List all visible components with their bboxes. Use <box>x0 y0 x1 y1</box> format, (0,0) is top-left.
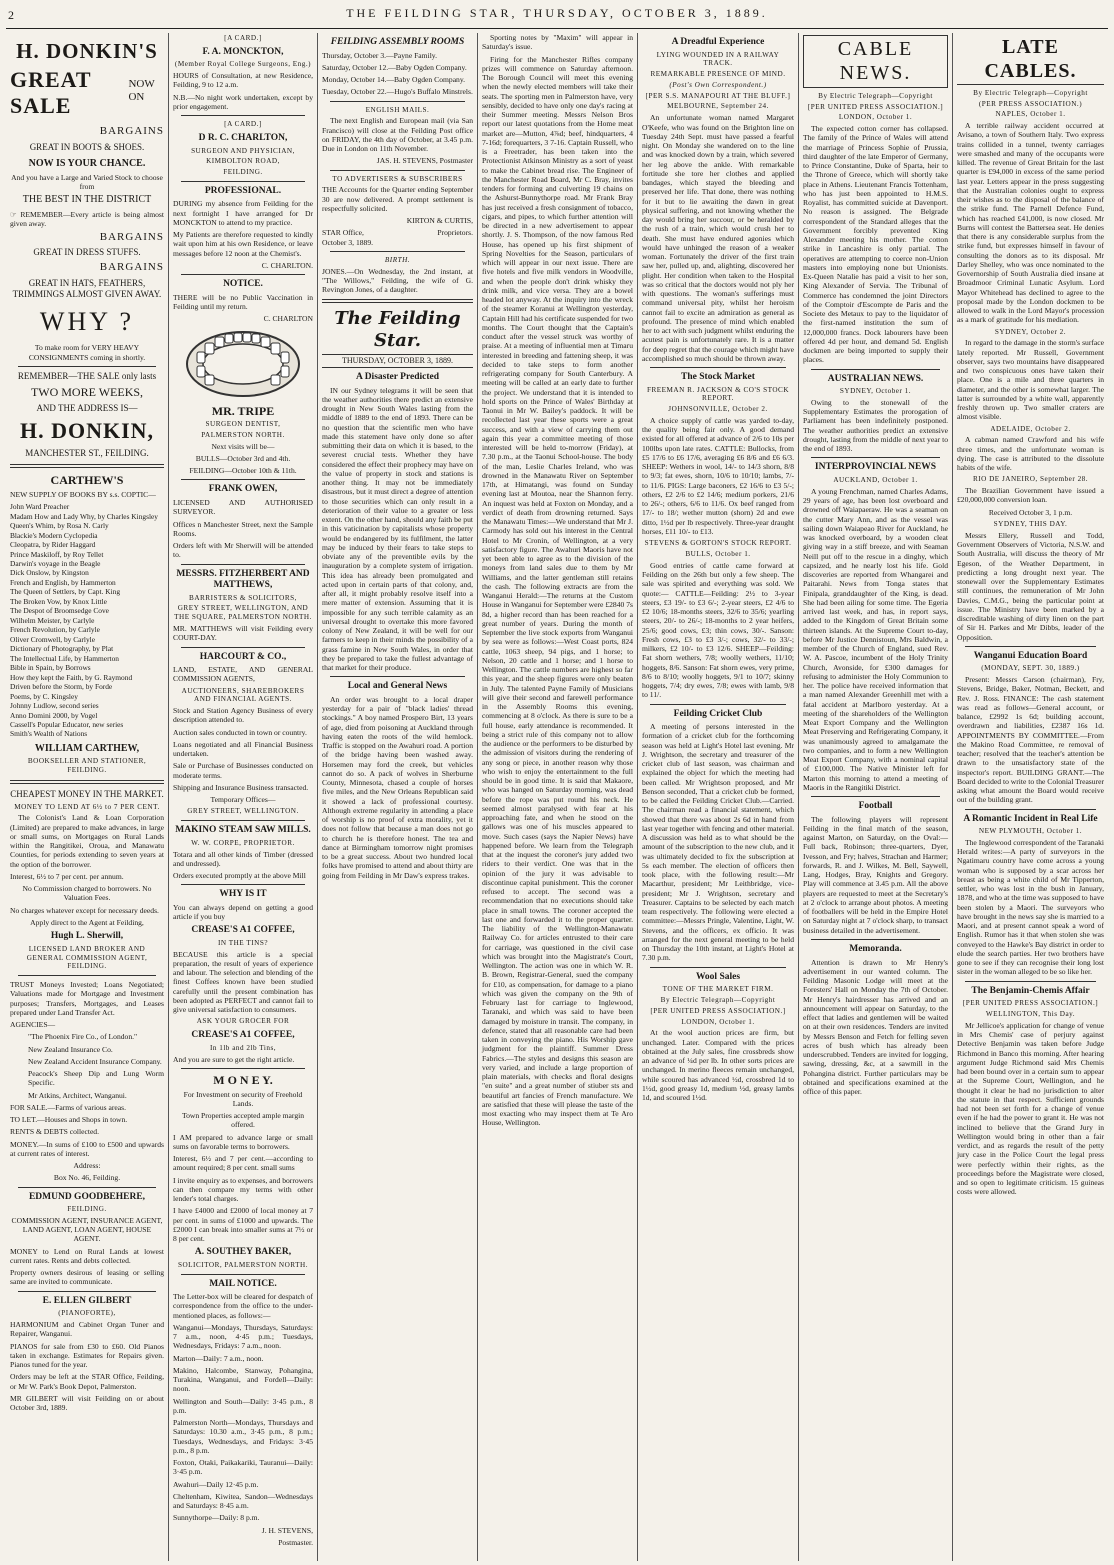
kirton-curtis: KIRTON & CURTIS, <box>406 216 473 226</box>
to-advertisers: TO ADVERTISERS & SUBSCRIBERS <box>332 174 463 183</box>
page-number: 2 <box>8 8 14 22</box>
proprietors: Proprietors. <box>437 228 473 238</box>
for-sale: FOR SALE.—Farms of various areas. <box>10 1102 127 1112</box>
money-heading: M O N E Y. <box>213 1072 273 1087</box>
book-list <box>10 502 164 739</box>
rents-debts: RENTS & DEBTS collected. <box>10 1127 100 1137</box>
sherwill-name: Hugh L. Sherwill, <box>50 931 124 942</box>
naples-date: NAPLES, October 1. <box>995 110 1066 119</box>
birth-heading: BIRTH. <box>384 255 411 264</box>
assembly-item: Saturday, October 12.—Baby Ogden Company. <box>322 62 467 72</box>
money-interest: Interest, 6½ and 7 per cent.—according to amount required; 8 per cent. small sums <box>173 1154 313 1173</box>
book-item: Wilhelm Meister, by Carlyle <box>10 615 95 625</box>
agency-item: New Zealand Accident Insurance Company. <box>28 1056 162 1066</box>
book-item: Poems, by C. Kingsley <box>10 691 78 701</box>
interest-rate: Interest, 6½ to 7 per cent. per annum. <box>10 871 124 881</box>
column-3 <box>318 33 478 1561</box>
book-item: The Intellectual Life, by Hammerton <box>10 653 119 663</box>
divider <box>650 967 786 968</box>
vaccination-notice: THERE will be no Public Vaccination in Feilding until my return. <box>173 292 313 311</box>
visit-feilding: FEILDING—October 10th & 11th. <box>189 466 297 476</box>
book-item: Queen's Whim, by Rosa N. Carly <box>10 521 109 531</box>
divider <box>811 796 940 797</box>
australian-body: Owing to the stonewall of the Supplementary Estimates the prorogation of Parliament has been indefinitely postponed. The weather authorities predict an extensive drought, lasting from the middle of next year to the end of 1893. <box>803 397 948 454</box>
shipping-insurance: Shipping and Insurance Business transacted. <box>173 782 309 792</box>
book-item: Dictionary of Photography, by Plat <box>10 644 114 654</box>
pianos-ad: PIANOS for sale from £30 to £60. Old Pianos taken in exchange. Estimates for Repairs given. Pianos tuned for the year. <box>10 1341 164 1370</box>
column-5 <box>638 33 799 1561</box>
dreadful-article: An unfortunate woman named Margaret O'Keefe, who was found on the Brighton line on Tuesday 24th Sept. must have passed a fearful night. On Monday she wandered on to the line and was knocked down by a train, which severed her leg above the ankle. With remarkable fortitude she tore her clothes and applied bandages, which stayed the bleeding and preserved her life. That done, there was nothing for it but to lie awaiting the dawn in great physical suffering, and not knowing whether the day would bring her succour, or be heralded by the rush of a train, which would crush her to death. She must have endured agonies which would have unhinged the reason of a weaker woman. Fortunately the driver of the first train saw her, pulled up, and, alighting, discovered her plight. Her condition when taken to the Hospital was so critical that the doctors would not ply her with questions. The woman's sufferings must command universal pity, whilst her heroism cannot fail to excite an admiration as general as profound. The presence of mind which enabled her to act with such judgment whilst enduring the acutest pain is unfortunately rare. It is a matter for deep regret that the courage which might have accomplished so much should be thrown away. <box>642 113 794 363</box>
upa-credit: [PER UNITED PRESS ASSOCIATION.] <box>807 102 944 111</box>
new-supply: NEW SUPPLY OF BOOKS BY s.s. COPTIC— <box>10 489 156 499</box>
book-item: Driven before the Storm, by Forde <box>10 682 113 692</box>
stevens-report: STEVENS & GORTON'S STOCK REPORT. <box>644 539 792 548</box>
interprovincial-body: A young Frenchman, named Charles Adams, 29 years of age, has been lost overboard and drowned off Waiapaeraw. He was a seaman on the cutter Mary Ann, and as the vessel was sailing down Waiapeao River for Auckland, he was knocked overboard, by a wooden cleat giving way in a stiff breeze, and with Seaman Neill put off to the rescue in a dinghy, which capsized, and he nearly lost his life. Gold discoveries are reported from Whangarei and Paitarahi. News from Tonga states that Finipala, granddaughter of the King, is dead. She had been ailing for some time. The Egeria arrived last week, and has, in report says, added to the Kingdom of Great Britain some thirteen islands. At the Supreme Court to-day, before Mr Justice Dennistoun, Mrs Baldwin, a member of the Church of England, sued Rev. W. A. Pascoe, incumbent of the Holy Trinity Church, Avonside, for £300 damages for refusing to administer the Holy Communion to her. The police have received information that a man named Alexander Greenhill met with a fatal accident at Marlboro yesterday. At a meeting of the shareholders of the Wellington Meat Export Company and the Wellington Meat Preserving and Refrigerating Company, it was unanimously agreed to amalgamate the two companies, and to form a new Wellington Meat Export Company, with a nominal capital of £100,000. The Native Minister left for Marton this morning to attend a meeting of Maoris in the Rangitiki District. <box>803 486 948 792</box>
fitzherbert-name: MESSRS. FITZHERBERT AND MATTHEWS, <box>176 568 310 591</box>
cable-news-heading: CABLE NEWS. <box>803 35 948 88</box>
makino-mills: MAKINO STEAM SAW MILLS. <box>175 825 311 836</box>
matthews-visit: MR. MATTHEWS will visit Feilding every COURT-DAY. <box>173 624 313 643</box>
divider <box>330 101 465 102</box>
late-cables-heading: LATE CABLES. <box>957 35 1104 85</box>
divider <box>181 115 305 116</box>
paper-title: The Feilding Star. <box>334 308 461 352</box>
book-item: French and English, by Hammerton <box>10 577 116 587</box>
letter-box: The Letter-box will be cleared for despatch of correspondence from the office to the under-mentioned places, as follows:— <box>173 1292 313 1320</box>
divider <box>181 820 305 821</box>
sydney-body: In regard to the damage in the storm's surface lately reported. Mr Russell, Government observer, says two mountains have disappeared and two conspicuous ones have taken their place. One is a mile and three quarters in diameter, and the other is somewhat larger. The latter is surrounded by a white wall, apparently freshly thrown up. Two smaller craters are almost visible. <box>957 338 1104 422</box>
freeman-body: A choice supply of cattle was yarded to-day, the quality being fair only. A good demand existed for all offered at advance of 2/6 to 10s per 100lbs upon late rates. CATTLE: Bullocks, from £5 17/6 to £6 17/6, averaging £6 8/6 and £6 6/3. SHEEP: Wethers in wool, 14/- to 14/3 shorn, 8/8 to 9/3; fat ewes, shorn, 10/6 to 10/10; lambs, 7/- to 11/6. PIGS: Large baconers, £2 16/6 to £3 5/-; others, £2 2/6 to £2 14/6; medium porkers, 21/6 to 26/-; others, 6/6 to 11/6. Ox beef ranged from 17/- to 18/; wether mutton (shorn) 2d and ewe ditto, 1½d per lb respectively. Three-year draught horses, £11 10/- to £13. <box>642 415 794 536</box>
romantic-body: The Inglewood correspondent of the Taranaki Herald writes:—A party of surveyors in the Ngatimaru country have come across a young woman who is supposed by a scar across her breast as being a white child of Mr Tipperton, settler, who was lost in the bush in January, 1878, and who at the time was supposed to have been stolen by a Maori. The surveyors who have brought in the news say she is married to a Maori, and at present cannot speak a word of English. Rumor has it that when stolen she was conveyed to the Hawke's Bay district in order to elude the search parties. Her two brothers have gone to see if they can recognise their long lost sister in the woman alleged to be so like her. <box>957 837 1104 977</box>
orders-executed: Orders executed promptly at the above Mill <box>173 871 306 881</box>
book-item: How they kept the Faith, by G. Raymond <box>10 672 133 682</box>
charlton-name: D R. C. CHARLTON, <box>198 132 288 143</box>
divider <box>811 939 940 940</box>
assembly-item: Monday, October 14.—Baby Ogden Company. <box>322 75 466 85</box>
hours-consultation: HOURS of Consultation, at new Residence, Feilding, 9 to 12 a.m. <box>173 71 313 90</box>
mail-makino: Makino, Halcombe, Stanway, Pohangina, Turakina, Wanganui, and Fordell—Daily: noon. <box>173 1365 313 1394</box>
book-item: Cleopatra, by Rider Haggard <box>10 540 96 550</box>
goodbehere-roles: COMMISSION AGENT, INSURANCE AGENT, LAND AGENT, LOAN AGENT, HOUSE AGENT. <box>11 1215 163 1244</box>
divider <box>181 479 305 480</box>
goodbehere-name: EDMUND GOODBEHERE, <box>28 1191 146 1202</box>
lying-wounded: LYING WOUNDED IN A RAILWAY TRACK. <box>656 50 780 68</box>
book-item: Madam How and Lady Why, by Charles Kingsley <box>10 511 158 521</box>
money-sums: MONEY.—In sums of £100 to £500 and upwards at current rates of interest. <box>10 1139 164 1158</box>
johnsonville-date: JOHNSONVILLE, October 2. <box>668 405 768 414</box>
wanganui-date: (MONDAY, SEPT. 30, 1889.) <box>981 664 1080 673</box>
great-dress: GREAT IN DRESS STUFFS. <box>33 247 141 258</box>
divider <box>10 464 164 468</box>
goodbehere-town: FEILDING. <box>67 1205 107 1214</box>
address-is: AND THE ADDRESS IS— <box>36 402 138 413</box>
donkin-name: H. DONKIN, <box>19 417 155 443</box>
night-work-note: N.B.—No night work undertaken, except by prior engagement. <box>173 92 313 111</box>
memoranda-body: Attention is drawn to Mr Henry's advertisement in our wanted column. The Feilding Masonic Lodge will meet at the Foresters' Hall on Monday the 7th of October. Mr Henry's hairdresser has arrived and an announcement will appear on Saturday, to the effect that ladies and gentlemen will be waited on at their own residences. Tenders are invited by Messrs Benson and Fetch for felling seven acres of bush which has already been underscrubbed. Tenders are invited for logging, sawing, dressing, &c, at a sawmill in the Pohangina district. Further particulars may be obtained and specifications examined at the office of this paper. <box>803 957 948 1096</box>
divider <box>18 1291 156 1292</box>
benjamin-credit: [PER UNITED PRESS ASSOCIATION.] <box>962 999 1099 1008</box>
now-chance: NOW IS YOUR CHANCE. <box>28 157 146 169</box>
benjamin-heading: The Benjamin-Chemis Affair <box>971 985 1090 996</box>
two-weeks: TWO MORE WEEKS, <box>30 384 144 399</box>
london-date: LONDON, October 1. <box>681 1017 755 1026</box>
carthew-title: CARTHEW'S <box>50 473 124 488</box>
goodbehere-money: MONEY to Lend on Rural Lands at lowest current rates. Rents and debts collected. <box>10 1246 164 1265</box>
upa-credit: [PER UNITED PRESS ASSOCIATION.] <box>650 1006 786 1015</box>
agency-item: Peacock's Sheep Dip and Lung Worm Specific. <box>28 1069 164 1088</box>
ask-grocer: ASK YOUR GROCER FOR <box>196 1017 290 1026</box>
sydney-date: SYDNEY, October 2. <box>994 327 1067 336</box>
money-invite: I invite enquiry as to expenses, and borrowers can then compare my terms with other lender's total charges. <box>173 1175 313 1203</box>
divider <box>181 1274 305 1275</box>
bargains-3: BARGAINS <box>99 261 164 274</box>
interprovincial-heading: INTERPROVINCIAL NEWS <box>814 462 937 473</box>
pa-credit: (PER PRESS ASSOCIATION.) <box>978 99 1083 108</box>
harmonium-ad: HARMONIUM and Cabinet Organ Tuner and Repairer, Wanganui. <box>10 1320 164 1339</box>
right-article: And you are sure to get the right article. <box>173 1054 295 1064</box>
gilbert-title: (PIANOFORTE), <box>58 1309 116 1318</box>
cricket-heading: Feilding Cricket Club <box>673 708 763 719</box>
bulls-date: BULLS, October 1. <box>685 549 751 558</box>
crease-coffee: CREASE'S A1 COFFEE, <box>191 925 295 936</box>
remarkable: REMARKABLE PRESENCE OF MIND. <box>650 70 786 79</box>
mail-notice: MAIL NOTICE. <box>209 1278 277 1289</box>
great-boots: GREAT IN BOOTS & SHOES. <box>29 141 145 152</box>
owen-title: LICENSED AND AUTHORISED SURVEYOR. <box>173 498 313 517</box>
money-town: Town Properties accepted ample margin offered. <box>181 1111 305 1130</box>
harcourt-title-2: AUCTIONEERS, SHAREBROKERS AND FINANCIAL AGENTS. <box>181 686 305 704</box>
divider <box>650 704 786 705</box>
cricket-body: A meeting of persons interested in the formation of a cricket club for the forthcoming season was held at Light's Hotel last evening. Mr J. Wrightson, the secretary and treasurer of the cricket club of last season, was chairman and explained the object for which the meeting had been called. Mr Wrightson proposed, and Mr Benson seconded, That a cricket club be formed, to be called the Feilding Cricket Club.—Carried. The chairman read a financial statement, which showed that there was about 2s 6d in hand from last year together with fencing and other material. A discussion was held as to what should be the amount of the subscription to the new club, and it was ultimately decided to fix the subscription at 5s each member. The election of officers then took place, with the following result:—Mr Macarthur, president; Mr Leithbridge, vice-president; Mr J. Wrightson, secretary and Treasurer. Captains to be selected by each match team respectively. The following were elected a committee:—Messrs Pringle, Valentine, Light, W. Stevens, and the officers, ex officio. It was arranged for the next general meeting to be held on Thursday the 10th instant, at Light's Hotel at 7.30 p.m. <box>642 722 794 963</box>
denture-illustration <box>183 328 303 400</box>
divider <box>181 181 305 182</box>
news-items: Firing for the Manchester Rifles company prizes will commence on Saturday afternoon. The Borough Council will meet this evening when the newly elected members will take their seats. The sporting men in Palmerston have, very sensibly, decided to have only one day's racing at their Summer meeting. Messrs Nelson Bros report our latest quotations from the Home meat market are—Mutton, 4⅞d; beef, hindquarters, 4 7-16d; forequarters, 3 7-16. Captain Russell, who is a Freetrader, has been taken into the Protectionist Atkinson Ministry as a sort of yeast to make the Cabinet bread rise. The Engineer of the Manchester Road Board, Mr C. Bray, invites tenders for forming and culverting 19 chains on the Ashurst-Bunnythorpe road. Mr Frank Bray has just received a fresh consignment of tobacco, cigars, and pipes, to which further attention will be directed in a new advertisement to appear shortly. J. S. Thompson, of the now famous Red House, has opened up his first shipment of Spring Novelties for the Season, particulars of which will appear in our next issue. There are five hotels and five milk vendors in Woodville, and when the people don't drink whisky they drink milk, and vice versa. They are a bowel headed lot anyway. At the inquiry into the wreck of the steamer Koranui at Wellington yesterday, Captain Hill had his certificate suspended for two months. The Court thought that the Captain's conduct after the vessel struck was worthy of praise. At a meeting of influential men at Timaru interested in breeding and fattening sheep, it was decided to take steps to form another refrigerating company for South Canterbury. A meeting will be called at an early date to further the project. We understand that it is intended to hold sports on the Prince of Wales' Birthday at Taonui in Mr W. Bailey's paddock. It will be recollected last year these sports were a great success, and with a view of carrying them out again this year a committee meeting of those interested will be held to-morrow (Friday), at 7.30 p.m., at the Taonui School-house. The body of the man, Leslie Charles Ireland, who was drowned in the Manawatu River on September 17th, at Himatangi, was found on Sunday evening last at Moutoa, near the Shannon ferry. An inquest was held at Foxton on Monday, and a verdict of death from drowning returned. Says the Manawatu Times:—We understand that Mr J. Carmody has sold out his interest in the Central Hotel to Mr Cronin, of Wellington, at a very satisfactory figure. The Awahuri Maoris have not yet been able to agree as to the division of the moneys from land sales due to them by Mr Williams, and the latter gentleman still retains the cash. The following extracts are from the Wanganui Herald:—The returns at the Custom House in Wanganui for September were £2840 7s 8d, a higher record than has been reached for a great number of years. During the month of September the live stock exports from Wanganui by sea were as follows:—West Coast ports, 824 cattle, 1063 sheep, 94 pigs, and 1 horse; to Nelson, 20 cattle and 1 horse; and 1 horse to Wellington. The cattle numbers are highest so far this year, and the sheep figures were only beaten in July. The talented Payne Family of Musicians will give their second and farewell performance in the Assembly Rooms this evening, commencing at 8 o'clock. As there is sure to be a full house, early attendance is recommended. It being a strict rule of this company not to allow the audience or the performers to be disturbed by the admission of visitors during the rendering of any song or piece, in another reason why those who wish to enjoy the entertainment to the full should be in good time. It is said that Makaore, who was hanged on Saturday morning, was dead before the rope was put round his neck. He seemed almost paralysed with fear at his approaching fate, and when he stood on the gallows was one of his muscles appeared to move. Such cases (says the Napier News) have happened before. We learn from the Telegraph that at the inquest the coroner's jury added two riders to their verdict. One was that in the opinion of the jury it was advisable to discontinue capital punishment. This the coroner refused to accept. The second was a recommendation that no executions should take place in small towns. The coroner accepted the last one and forwarded it to the proper quarter. The liability of the Wellington-Manawatu Railway Co. for articles entrusted to their care for carriage, was questioned in the civil case which was brought into the Magistrate's Court, Wellington. The action was one in which W. R. B. Brown, Registrar-General, sued the company for £10, as compensation, for damage to a piano which was given the company on the 9th of February last for carriage to Inglewood, Taranaki, and which was said to have been damaged by moisture in transit. The company, in defence, stated that all reasonable care had been taken in conveying the piano. His Worship gave judgment for the plaintiff. Summer Dress Fabrics.—The styles and designs this season are very varied, and include a large proportion of plain materials, with checks and floral designs "en suite" and a great number of stiuber sts and beautiful art fancies of French manufacture. We are satisfied that these will please the taste of the most exacting who may inspect them at Te Aro House, Wellington. <box>482 54 633 1128</box>
australian-heading: AUSTRALIAN NEWS. <box>827 373 924 384</box>
because-body: BECAUSE this article is a special preparation, the result of years of experience and labour. The selection and blending of the finest Coffees known have been studied carefully until the present combination has been adopted as PERFECT and cannot fail to give universal satisfaction to consumers. <box>173 949 313 1015</box>
divider <box>18 366 156 367</box>
mail-awahuri: Awahuri—Daily 12·45 p.m. <box>173 1479 259 1489</box>
remember-note: ☞ REMEMBER—Every article is being almost given away. <box>10 209 164 228</box>
football-heading: Football <box>858 801 893 812</box>
money-prepared: I AM prepared to advance large or small sums on favorable terms to borrowers. <box>173 1132 313 1151</box>
divider <box>181 884 305 885</box>
mail-wanganui: Wanganui—Mondays, Thursdays, Saturdays: 7 a.m., noon, 4·45 p.m.; Tuesdays, Wednesdays, Fridays: 7 a.m., noon. <box>173 1322 313 1351</box>
owen-orders: Orders left with Mr Sherwill will be attended to. <box>173 541 313 560</box>
wool-body: At the wool auction prices are firm, but unchanged. Later. Compared with the prices obtained at the July sales, fine crossbreds show an advance of ¼d per lb. In other sorts prices are unchanged. In merino fleeces remain unchanged, while scoured has advanced ½d, crossbred 1d to 1½d, good greasy 1d, medium ½d, greasy lambs 1d, and scoured 1½d. <box>642 1028 794 1103</box>
divider <box>181 274 305 275</box>
trust-moneys: TRUST Moneys Invested; Loans Negotiated; Valuations made for Mortgage and Investment purposes; Transfers, Mortgages, and Leases prepared under Land Transfer Act. <box>10 980 164 1017</box>
wanganui-heading: Wanganui Education Board <box>973 650 1088 661</box>
southey-title: SOLICITOR, PALMERSTON NORTH. <box>177 1260 309 1269</box>
book-item: Anno Domini 2000, by Vogel <box>10 710 98 720</box>
money-to-lend: MONEY TO LEND AT 6½ to 7 PER CENT. <box>14 802 160 811</box>
divider <box>811 369 940 370</box>
professional-heading: PROFESSIONAL. <box>204 185 282 196</box>
carthew-name: WILLIAM CARTHEW, <box>34 742 140 754</box>
absence-notice: DURING my absence from Feilding for the next fortnight I have arranged for Dr MONCKTON to attend to my practice. <box>173 199 313 227</box>
wool-heading: Wool Sales <box>695 971 741 982</box>
posts-correspondent: (Post's Own Correspondent.) <box>669 80 767 89</box>
charlton-title: SURGEON AND PHYSICIAN, <box>191 146 295 155</box>
rio-body: The Brazilian Government have issued a £20,000,000 conversion loan. <box>957 486 1104 505</box>
mail-wellington: Wellington and South—Daily: 3·45 p.m., 8 p.m. <box>173 1396 313 1415</box>
tripe-town: PALMERSTON NORTH. <box>201 430 285 439</box>
cable-body: The expected cotton corner has collapsed. The family of the Prince of Wales will attend the marriage of Princess Sophie of Prussia, third daughter of the late Emperor of Germany, to Prince Constantine, Duke of Sparta, heir to the Throne of Greece, which will shortly take place in Athens. Lieutenant Francis Tottenham, who has just been appointed to H.M.S. Royalist, has committed suicide at Davenport. No reason is assigned. The Belgrade correspondent of the Standard alleges that the Government forcibly prevented King Alexander meeting his mother. The cotton strike in Lancashire is only partial. The operatives are attempting to coerce non-Union masters into employing none but Unionists. Ex-Queen Natalie has paid a visit to her son, King Alexander of Servia. The Tribunal of Commerce has condemned the joint Directors of the Comptoir d'Escompte de Paris and the Societe des Metaux to pay to the liquidator of the first-named institution the sum of 12,000,000 francs. Dock labourers have been offered 4d per hour, and demand 5d. English dockmen are being imported to supply their places. <box>803 124 948 365</box>
paper-date: THURSDAY, OCTOBER 3, 1889. <box>322 354 473 368</box>
charlton-signature-2: C. CHARLTON <box>263 314 313 324</box>
column-1 <box>6 33 169 1561</box>
stock-agency: Stock and Station Agency Business of every description attended to. <box>173 706 313 725</box>
divider <box>965 646 1096 647</box>
tripe-title: SURGEON DENTIST, <box>205 420 281 429</box>
book-item: John Ward Preacher <box>10 502 70 512</box>
apply-agent: Apply direct to the Agent at Feilding, <box>30 917 144 927</box>
donkin-title: H. DONKIN'S <box>16 39 158 63</box>
star-office: STAR Office, <box>322 228 364 238</box>
charlton-signature: C. CHARLTON. <box>261 260 313 270</box>
agencies-label: AGENCIES— <box>10 1020 56 1030</box>
benjamin-date: WELLINGTON, This Day. <box>985 1010 1076 1019</box>
orders-note: Orders may be left at the STAR Office, Feilding, or Mr W. Park's Book Depot, Palmerston. <box>10 1372 164 1391</box>
sale-purchase: Sale or Purchase of Businesses conducted on moderate terms. <box>173 761 313 780</box>
cheapest-money: CHEAPEST MONEY IN THE MARKET. <box>10 788 164 799</box>
corpe-proprietor: W. W. CORPE, PROPRIETOR. <box>191 838 295 847</box>
book-item: The Queen of Settlers, by Capt. King <box>10 587 121 597</box>
freeman-report: FREEMAN R. JACKSON & CO'S STOCK REPORT. <box>646 385 790 403</box>
benjamin-body: Mr Jellicoe's application for change of venue in Mrs Chemis' case of perjury against Detective Benjamin was taken before Judge Richmond in Banco this morning. After hearing argument Judge Richmond said Mrs Chemis had been bound over in a certain sum to appear at the Supreme Court, Wellington, and he thought it clear he had no jurisdiction to alter the statute in that respect. Sufficient grounds had not been set forth for a change of venue even if he had the power to grant it. He was not inclined to believe that the Grand Jury in Wellington would bring in other than a fair verdict, and as regards the result of the petty jury case in the Police Court the legal press were perfectly within their rights, as the proceedings before the Magistrate were closed, and so open to legitimate criticism. 15 guineas costs were allowed. <box>957 1020 1104 1197</box>
received-note: Received October 3, 1 p.m. <box>988 507 1073 517</box>
column-2 <box>169 33 318 1561</box>
next-visits: Next visits will be— <box>211 441 275 451</box>
totara-timber: Totara and all other kinds of Timber (dressed and undressed). <box>173 849 313 868</box>
masthead <box>6 6 1108 29</box>
owen-name: FRANK OWEN, <box>208 484 278 495</box>
heavy-consignments: To make room for VERY HEAVY CONSIGNMENTS coming in shortly. <box>28 343 146 362</box>
tone-market: TONE OF THE MARKET FIRM. <box>662 985 774 994</box>
telegraph-credit: By Electric Telegraph—Copyright <box>973 88 1088 97</box>
varied-stock: And you have a Large and Varied Stock to choose from <box>11 172 163 192</box>
column-4 <box>478 33 638 1561</box>
divider <box>181 647 305 648</box>
divider <box>10 780 164 784</box>
great-hats: GREAT IN HATS, FEATHERS, TRIMMINGS ALMOST GIVEN AWAY. <box>12 277 162 299</box>
sale-lasts: REMEMBER—THE SALE only lasts <box>17 370 157 381</box>
accounts-date: October 3, 1889. <box>322 237 374 247</box>
crease-tins: IN THE TINS? <box>217 938 269 947</box>
goodbehere-property: Property owners desirous of leasing or selling same are invited to communicate. <box>10 1268 164 1287</box>
divider <box>330 170 465 171</box>
disaster-article: IN our Sydney telegrams it will be seen that the weather authorities there predict an extensive drought in New South Wales lasting from the middle of 1889 to the end of 1893. There can be no question that the scientific men who have made this statement have only done so after submitting their data on which it is based, to the severest crucial tests. Whether they have considered the effect their prophecy may have on the value of property in stock and stations is another thing. It may not be immediately disastrous, but it must direct a degree of attention to those securities which can only result in a deterioration of their value to a greater or less extent. On the other hand, should any faith be put in this vaticination by capitalists whose property would be endangered by its fulfilment, the latter may be induced by their fears to take steps to obviate any of the preventible evils by the inauguration by a complete system of irrigation. This idea has already been promulgated and acted upon in certain parts of that colony, and, after all, it might probably resolve itself into a mere matter of extension. Assuming that it is impossible for any such terrible calamity as an universal drought to overtake this more favored colony of New Zealand, it will be well for our farmers to keep in their minds the possibility of a grass famine in New South Wales, in order that they be prepared to take the fullest advantage of that market for their produce. <box>322 385 473 673</box>
sherwill-title: LICENSED LAND BROKER AND GENERAL COMMISSION AGENT, FEILDING. <box>26 944 148 971</box>
southey-name: A. SOUTHEY BAKER, <box>194 1247 292 1258</box>
star-office-row <box>322 228 473 237</box>
rio-date: RIO DE JANEIRO, September 28. <box>972 475 1089 484</box>
harcourt-name: HARCOURT & CO., <box>199 651 287 662</box>
accounts-notice: THE Accounts for the Quarter ending September 30 are now delivered. A prompt settlement is respectfully solicited. <box>322 185 473 213</box>
mail-foxton: Foxton, Otaki, Paikakariki, Tauranui—Daily: 3·45 p.m. <box>173 1458 313 1477</box>
late-cables-body: A terrible railway accident occurred at Avisano, a town of Southern Italy. Two express trains collided in a tunnel, twenty carriages were smashed and many of the occupants were killed. The revenue of Great Britain for the last quarter is £94,000 in excess of the same period last year. Letters appear in the press suggesting that the Australian colonies ought to express their wishes as to the disposal of the balance of the strike fund. The Parnell Defence Fund, which has reached £41,000, is now closed. Mr Burns will contest the Battersea seat. He denies that there is any considerable surplus from the strike fund, but expresses himself in favour of consulting the donors as to its disposal. Mr Darley Shelley, who was once nominated to the Governorship of South Australia died insane at Broadmoor Criminal Lunatic Asylum. Lord Mayor Whitehead has declined to agree to the proposal made by the London dockmen to be allowed to walk in the Lord Mayor's procession as a mark of gratitude for his mediation. <box>957 121 1104 325</box>
assembly-rooms: FEILDING ASSEMBLY ROOMS <box>330 37 465 47</box>
memoranda-heading: Memoranda. <box>849 943 902 954</box>
assembly-item: Thursday, October 3.—Payne Family. <box>322 50 438 60</box>
melbourne-date: MELBOURNE, September 24. <box>667 102 769 111</box>
wanganui-body: Present: Messrs Carson (chairman), Fry, Stevens, Bridge, Baker, Notman, Beckett, and Rev. J. Ross. FINANCE: The cash statement was read as follows—General account, or balance, £2992 1s 6d; building account, overdrawn and liabilities, £2387 16s 1d. APPOINTMENTS BY COMMITTEE.—From the Makino Road Committee, re removal of teacher; resolved that the teacher's attention be drawn to the unsatisfactory state of the inspector's report. BUILDING GRANT.—The Board decided to write to the Colonial Treasurer asking what amount the Board would receive out of the building grant. <box>957 675 1104 805</box>
adelaide-date: ADELAIDE, October 2. <box>990 424 1071 433</box>
charlton-town: FEILDING. <box>223 168 263 177</box>
gilbert-visit: MR GILBERT will visit Feilding on or about October 3rd, 1889. <box>10 1393 164 1413</box>
crease-tins-2: In 1lb and 2lb Tins, <box>209 1043 277 1052</box>
book-item: Prince Maskiloff, by Roy Tellet <box>10 549 104 559</box>
donkin-address: MANCHESTER ST., FEILDING. <box>25 448 149 459</box>
crease-coffee-2: CREASE'S A1 COFFEE, <box>191 1030 295 1041</box>
fitzherbert-address: GREY STREET, WELLINGTON, AND THE SQUARE, PALMERSTON NORTH. <box>174 604 312 622</box>
best-district: THE BEST IN THE DISTRICT <box>22 194 152 206</box>
auction-sales: Auction sales conducted in town or country. <box>173 727 307 737</box>
harcourt-title: LAND, ESTATE, AND GENERAL COMMISSION AGENTS, <box>173 665 313 684</box>
new-plymouth-date: NEW PLYMOUTH, October 1. <box>978 827 1083 836</box>
divider <box>811 457 940 458</box>
loans-negotiated: Loans negotiated and all Financial Business undertaken. <box>173 739 313 759</box>
monckton-name: F. A. MONCKTON, <box>202 46 284 57</box>
football-body: The following players will represent Feilding in the final match of the season, against Marton, on Saturday, on the Oval:—Full back, Robinson; three-quarters, Dyer, Ivesson, and Fry; halves, Strachan and Harmer; forwards, R. and J. Wilkes, M. Bell, Saywell, Lang, Hodges, Bray, Knights and Gregory. Play will commence at 3.45 p.m. All the above players are requested to meet at the Secretary's at 2 o'clock to arrange about photos. A meeting of footballers will be held in the Empire Hotel on Saturday night at 7 o'clock sharp, to transact business detailed in the advertisement. <box>803 814 948 935</box>
temp-offices: Temporary Offices— <box>210 795 276 805</box>
charlton-road: KIMBOLTON ROAD, <box>206 157 280 166</box>
divider <box>322 299 473 303</box>
why-is-it: WHY IS IT <box>219 889 267 900</box>
sporting-notes: Sporting notes by "Maxim" will appear in Saturday's issue. <box>482 33 633 52</box>
divider <box>181 564 305 565</box>
to-let: TO LET.—Houses and Shops in town. <box>10 1115 128 1125</box>
address-label: Address: <box>73 1161 101 1171</box>
colonists-ad: The Colonist's Land & Loan Corporation (Limited) are prepared to make advances, in large or small sums, on Mortgages on Rural Lands within the Rangitikei, Oroua, and Manawatu Counties, for periods extending to seven years at the option of the borrower. <box>10 813 164 869</box>
this-day-date: SYDNEY, THIS DAY. <box>993 519 1068 528</box>
book-item: Johnny Ludlow, second series <box>10 701 99 711</box>
why-body: You can always depend on getting a good article if you buy <box>173 902 313 922</box>
now-on: NOW ON <box>128 77 155 104</box>
divider <box>650 367 786 368</box>
book-item: The Broken Vow, by Knox Little <box>10 596 107 606</box>
birth-notice: JONES.—On Wednesday, the 2nd instant, at "The Willows," Feilding, the wife of G. Revington Jones, of a daughter. <box>322 266 473 295</box>
notice-heading: NOTICE. <box>223 279 263 290</box>
temp-address: GREY STREET, WELLINGTON. <box>187 807 299 816</box>
owen-office: Offices n Manchester Street, next the Sample Rooms. <box>173 519 313 538</box>
stevens-signature: J. H. STEVENS, <box>261 1525 313 1535</box>
bargains-2: BARGAINS <box>99 231 164 244</box>
telegraph-credit: By Electric Telegraph—Copyright <box>660 995 776 1004</box>
no-commission: No Commission charged to borrowers. No Valuation Fees. <box>22 884 152 903</box>
book-item: French Revolution, by Carlyle <box>10 625 100 635</box>
agency-item: New Zealand Insurance Co. <box>28 1044 113 1054</box>
card-label: [A CARD.] <box>224 120 262 129</box>
romantic-heading: A Romantic Incident in Real Life <box>963 813 1098 824</box>
visit-bulls: BULLS—October 3rd and 4th. <box>195 453 291 463</box>
local-news-body: An order was brought to a local draper yesterday for a pair of "black ladies' thread stockings." A boy named Prospero Birt, 13 years of age, died from poisoning at Auckland through having eaten the roots of the wild hemlock. Traffic is stopped on the Awahuri road. A portion of the bridge having been washed away. Horsemen may ford the creek, but vehicles cannot do so. A pack of wolves in Sherburne County, Minnesota, chased a couple of horses five miles, and the New Orleans Republican said it showed a lack of professional courtesy. Although extreme regularity in attending a place of worship is no proof of extra morality, yet it does not follow that because a man does not go to church he is therefore honest. The tea and dance at Birmingham tomorrow night promises to be a great success. About two hundred local folks have promised to attend and about thirty are going from Feilding in Mr Daw's express trakes. <box>322 694 473 880</box>
monckton-title: (Member Royal College Surgeons, Eng.) <box>174 60 312 69</box>
fitzherbert-title: BARRISTERS & SOLICITORS, <box>189 593 297 602</box>
disaster-heading: A Disaster Predicted <box>355 372 440 383</box>
mail-marton: Marton—Daily: 7 a.m., noon. <box>173 1353 264 1363</box>
agency-item: Mr Atkins, Architect, Wanganui. <box>28 1090 127 1100</box>
book-item: Cassell's Popular Educator, new series <box>10 719 124 729</box>
mail-cheltenham: Cheltenham, Kiwitea, Sandon—Wednesdays and Saturdays: 8·45 a.m. <box>173 1491 313 1511</box>
book-item: Smith's Wealth of Nations <box>10 729 88 739</box>
divider <box>965 981 1096 982</box>
box-number: Box No. 46, Feilding. <box>53 1173 121 1183</box>
sydney-date: SYDNEY, October 1. <box>839 387 912 396</box>
this-day-body: Messrs Ellery, Russell and Todd, Government Observers of Victoria, N.S.W. and South Australia, will discuss the theory of Mr Egeson, of the Weather Department, in predicting a long drought next year. The stonewall over the Supplementary Estimates still continues, the remuneration of Mr John Davies, C.M.G., being the particular point at issue. The Ministry have been marked by a discreditable washing of dirty linen on the part of Sir H. Parkes and Mr Dibbs, leader of the Opposition. <box>957 530 1104 642</box>
london-date: LONDON, October 1. <box>838 113 913 122</box>
ss-manapouri: [PER S.S. MANAPOURI AT THE BLUFF.] <box>645 91 791 100</box>
column-6 <box>799 33 953 1561</box>
divider <box>965 809 1096 810</box>
column-7 <box>953 33 1108 1561</box>
divider <box>330 251 465 252</box>
book-item: The Despot of Broomsedge Cove <box>10 606 109 616</box>
great-sale-row <box>10 65 164 123</box>
auckland-date: AUCKLAND, October 1. <box>833 476 918 485</box>
book-item: Dick Onslow, by Kingston <box>10 568 89 578</box>
card-label: [A CARD.] <box>224 34 262 42</box>
masthead-title: THE FEILDING STAR, THURSDAY, OCTOBER 3, 1889. <box>346 6 768 20</box>
divider <box>18 975 156 976</box>
money-for: For Investment on security of Freehold Lands. <box>183 1089 303 1108</box>
book-item: Oliver Cromwell, by Carlyle <box>10 634 95 644</box>
why-heading: WHY ? <box>39 306 135 336</box>
local-news-heading: Local and General News <box>347 681 448 692</box>
great-sale: GREAT SALE <box>10 66 92 119</box>
money-have: I have £4000 and £2000 of local money at 7 per cent. in sums of £1000 and upwards. The £2000 I can break into smaller sums at 7½ or 8 per cent. <box>173 1206 313 1243</box>
carthew-trade: BOOKSELLER AND STATIONER, FEILDING. <box>27 757 147 774</box>
postmaster-label: Postmaster. <box>278 1537 313 1547</box>
divider <box>18 1187 156 1188</box>
mails-signature: JAS. H. STEVENS, Postmaster <box>376 156 473 166</box>
mail-palmerston: Palmerston North—Mondays, Thursdays and Saturdays: 10.30 a.m., 3·45 p.m., 8 p.m.; Tuesdays, Wednesdays, and Fridays: 3·45 p.m., 8 p.m. <box>173 1418 313 1455</box>
assembly-item: Tuesday, October 22.—Hugo's Buffalo Minstrels. <box>322 87 473 97</box>
columns <box>6 33 1108 1561</box>
patients-notice: My Patients are therefore requested to kindly wait upon him at his own Residence, or leave messages before 12 noon at the Chemist's. <box>173 230 313 258</box>
mail-sunnythorpe: Sunnythorpe—Daily: 8 p.m. <box>173 1513 260 1523</box>
mails-body: The next English and European mail (via San Francisco) will close at the Feilding Post office on FRIDAY, the 4th day of October, at 3.45 p.m. Due in London on 11th November. <box>322 116 473 154</box>
gilbert-name: E. ELLEN GILBERT <box>42 1295 132 1306</box>
bargains-1: BARGAINS <box>99 125 164 138</box>
no-charges: No charges whatever except for necessary deeds. <box>10 905 159 915</box>
stock-market-heading: The Stock Market <box>681 372 755 383</box>
book-item: Darwin's voyage in the Beagle <box>10 559 101 568</box>
telegraph-credit: By Electric Telegraph—Copyright <box>818 91 933 100</box>
divider <box>181 1068 305 1069</box>
agency-item: "The Phoenix Fire Co., of London." <box>28 1032 138 1042</box>
book-item: Bible in Spain, by Borrows <box>10 663 91 673</box>
tripe-name: MR. TRIPE <box>211 403 275 418</box>
adelaide-body: A cabman named Crawford and his wife three times, and the unfortunate woman is dying. The case is attributed to the dissolute habits of the wife. <box>957 435 1104 473</box>
stevens-body: Good entries of cattle came forward at Feilding on the 26th but only a few sheep. The sale was spirited and everything was sold. We quote:— CATTLE—Feilding: 2½ to 3-year steers, £3 19/- to £3 6/-; 2-year steers, £2 4/6 to £2 10/6; 18-months steers, 32/6 to 35/6; yearling steers, 20/- to 26/-; 18-months to 2 year heifers, 25/6; good cows, £3; thin cows, 30/-. Sanson: Fresh cows, £3 to £3 3/-; cows, 32/- to 33/-; milkers, £2 10/- to £3 12/6. SHEEP—Feilding: Fat shorn wethers, 7/8; woolly wethers, 11/10; hoggets, 8/6. Sanson: Fat shorn ewes, very prime, 8/6 to 8/10; woolly hoggets, 9/1 to 10/7; skinny hoggets, 7/4; dry ewes, 7/8; ewes with lamb, 9/8 to 11/. <box>642 560 794 700</box>
english-mails: ENGLISH MAILS. <box>365 105 430 114</box>
divider <box>330 676 465 677</box>
dreadful-heading: A Dreadful Experience <box>671 37 765 47</box>
book-item: Blackie's Modern Cyclopedia <box>10 530 98 540</box>
